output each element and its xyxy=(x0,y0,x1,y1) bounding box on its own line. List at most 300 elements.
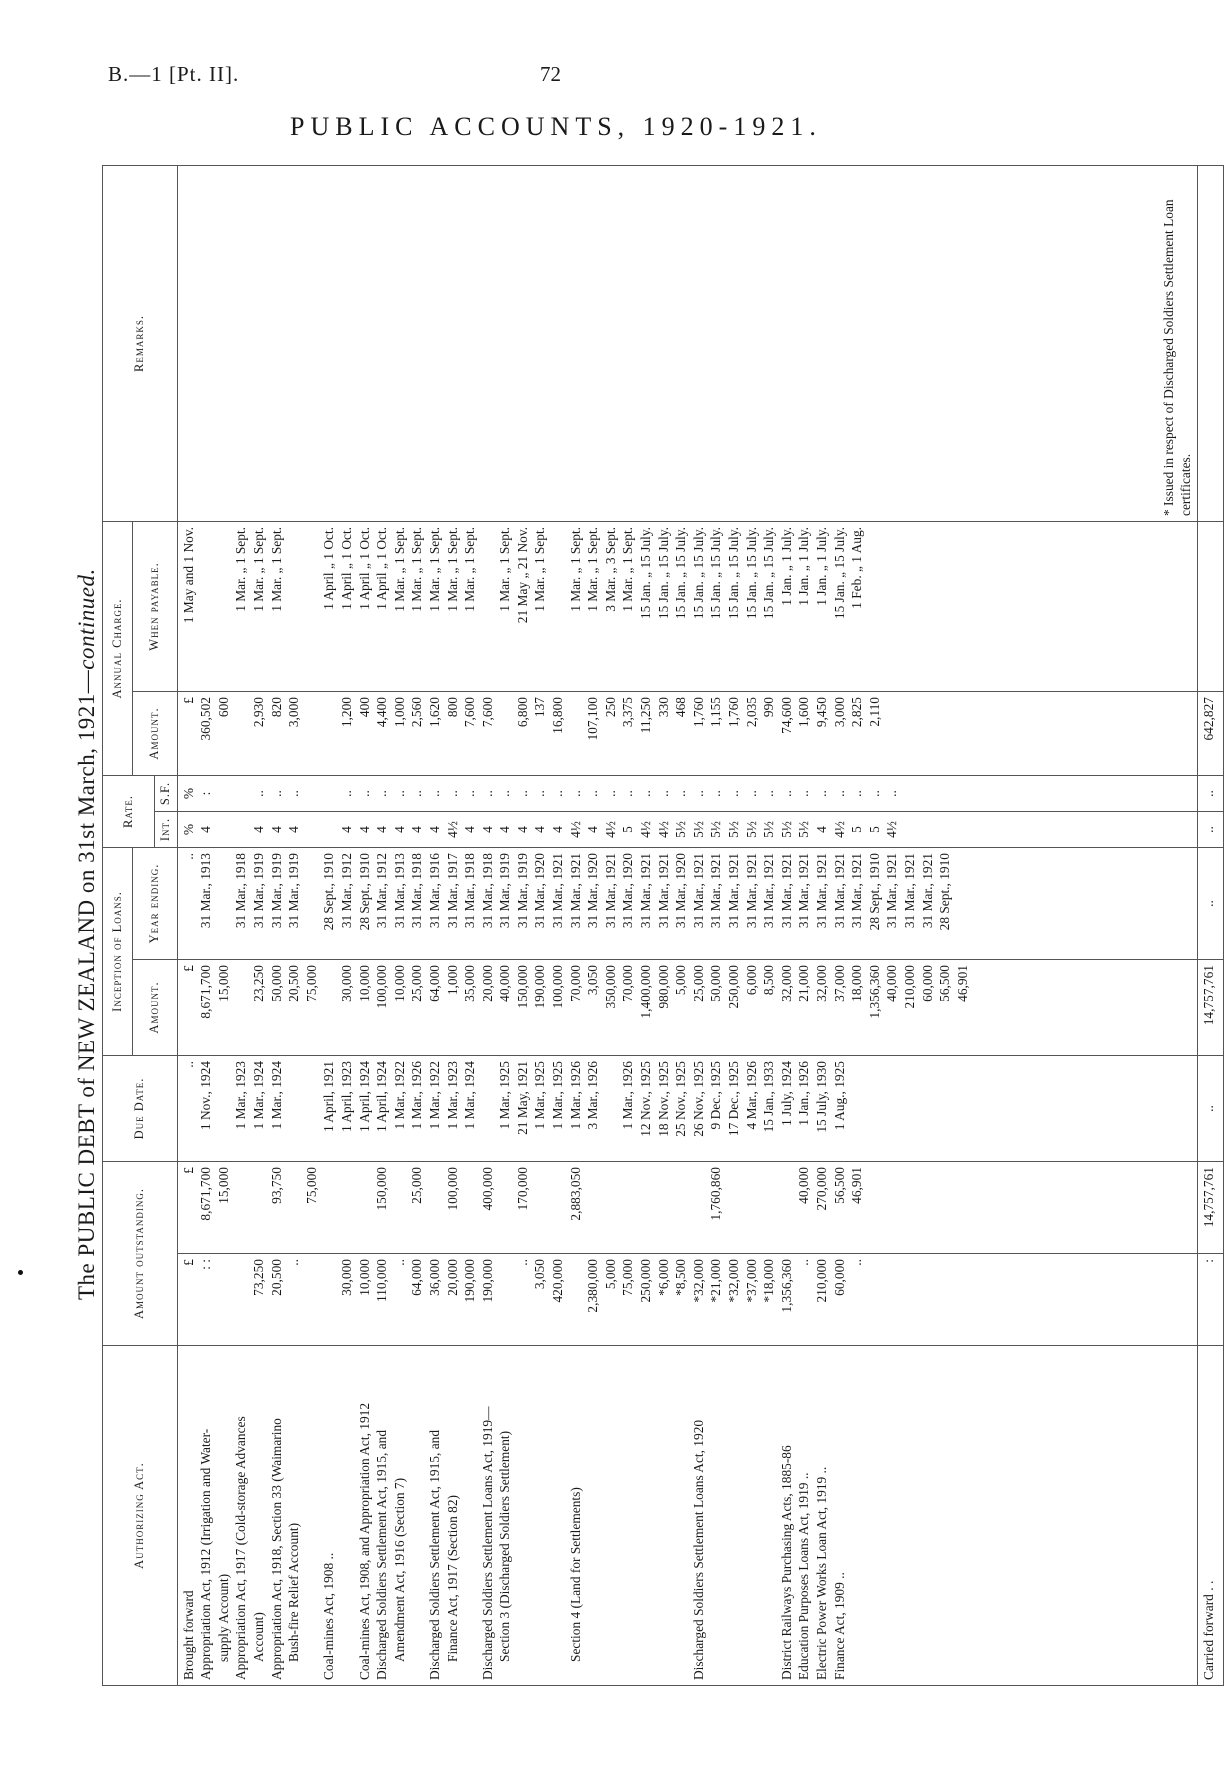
outstanding-b-36: 56,500 xyxy=(831,1167,847,1204)
inception-amount-28: 25,000 xyxy=(690,965,706,1002)
outstanding-b-10: 150,000 xyxy=(374,1167,390,1211)
rate-sf-36: .. xyxy=(831,790,847,797)
year-ending-28: 31 Mar., 1920 xyxy=(673,853,689,929)
rate-int-39: 4½ xyxy=(884,821,900,838)
inception-amount-38: 1,356,360 xyxy=(866,965,882,1019)
inception-amount-37: 18,000 xyxy=(849,965,865,1002)
rate-sf-1 xyxy=(215,781,233,806)
year-ending-10: 28 Sept., 1910 xyxy=(356,853,372,931)
when-payable-19: 21 May „ 21 Nov. xyxy=(514,526,530,624)
annual-amount-36: 3,000 xyxy=(831,697,847,728)
when-payable-33: 15 Jan. „ 15 July. xyxy=(761,526,777,620)
rate-int-23: 4½ xyxy=(602,821,618,838)
outstanding-b-25 xyxy=(637,1167,655,1248)
annual-amount-5: 3,000 xyxy=(286,697,302,728)
year-ending-16: 31 Mar., 1918 xyxy=(462,853,478,929)
annual-amount-15: 7,600 xyxy=(462,697,478,728)
outstanding-b-8 xyxy=(338,1167,356,1248)
year-ending-6: 31 Mar., 1919 xyxy=(286,853,302,929)
outstanding-b-26 xyxy=(655,1167,673,1248)
year-ending-11: 31 Mar., 1912 xyxy=(374,853,390,929)
outstanding-b-0: 8,671,700 xyxy=(198,1167,214,1221)
rate-int-5: 4 xyxy=(286,826,302,833)
due-date-31: 17 Dec., 1925 xyxy=(726,1061,741,1137)
header-remarks: Remarks. xyxy=(103,165,178,521)
rate-sf-19: .. xyxy=(532,790,548,797)
act-line-21 xyxy=(549,1351,567,1680)
rate-sf-38: .. xyxy=(866,790,882,797)
when-payable-28: 15 Jan. „ 15 July. xyxy=(673,526,689,620)
outstanding-a-27: *8,500 xyxy=(673,1259,689,1296)
inception-amount-42: 56,500 xyxy=(937,965,953,1002)
year-ending-37: 31 Mar., 1921 xyxy=(831,853,847,929)
year-ending-13: 31 Mar., 1918 xyxy=(409,853,425,929)
column-outstanding-a xyxy=(177,1254,1197,1346)
annual-amount-37: 2,825 xyxy=(849,697,865,728)
rate-sf-5: .. xyxy=(286,790,302,797)
act-line-31 xyxy=(725,1351,743,1680)
outstanding-b-21: 2,883,050 xyxy=(567,1167,583,1221)
rate-sf-2 xyxy=(232,781,250,806)
inception-amount-32: 8,500 xyxy=(761,965,777,996)
footer-label-cell xyxy=(1197,1346,1223,1686)
act-line-13 xyxy=(408,1351,426,1680)
year-ending-15: 31 Mar., 1917 xyxy=(444,853,460,929)
outstanding-a-20: 420,000 xyxy=(550,1259,566,1303)
year-ending-2 xyxy=(215,853,233,954)
act-line-5: Appropriation Act, 1918, Section 33 (Waimarino xyxy=(268,1418,284,1680)
inception-amount-9: 10,000 xyxy=(356,965,372,1002)
inception-amount-24: 70,000 xyxy=(620,965,636,1002)
when-payable-12: 1 Mar. „ 1 Sept. xyxy=(391,526,407,612)
outstanding-a-11: .. xyxy=(391,1259,407,1266)
rate-int-24: 5 xyxy=(620,826,636,833)
outstanding-b-14: 100,000 xyxy=(444,1167,460,1211)
rate-int-35: 4 xyxy=(813,826,829,833)
annual-amount-21 xyxy=(567,697,585,770)
header-when-payable: When payable. xyxy=(133,521,178,691)
due-date-33: 15 Jan., 1933 xyxy=(761,1061,777,1133)
outstanding-b-35: 270,000 xyxy=(813,1167,829,1211)
rate-int-0: 4 xyxy=(198,826,214,833)
year-ending-30: 31 Mar., 1921 xyxy=(708,853,724,929)
outstanding-b-4: 93,750 xyxy=(268,1167,284,1204)
when-payable-9: 1 April „ 1 Oct. xyxy=(338,526,354,610)
year-ending-32: 31 Mar., 1921 xyxy=(743,853,759,929)
year-ending-3: 31 Mar., 1918 xyxy=(233,853,249,929)
when-payable-10: 1 April „ 1 Oct. xyxy=(356,526,372,610)
due-date-29: 26 Nov., 1925 xyxy=(690,1061,706,1137)
outstanding-a-13: 36,000 xyxy=(426,1259,442,1296)
year-ending-38: 31 Mar., 1921 xyxy=(849,853,865,929)
outstanding-a-24: 75,000 xyxy=(620,1259,636,1296)
act-line-4: Account) xyxy=(250,1612,266,1662)
when-payable-23: 1 Mar. „ 1 Sept. xyxy=(585,526,601,612)
act-line-25 xyxy=(619,1351,637,1680)
year-ending-9: 31 Mar., 1912 xyxy=(338,853,354,929)
rate-sf-39: .. xyxy=(884,790,900,797)
annual-amount-22: 107,100 xyxy=(585,697,601,741)
outstanding-a-23: 5,000 xyxy=(602,1259,618,1290)
when-payable-7 xyxy=(303,527,321,686)
year-ending-8: 28 Sept., 1910 xyxy=(321,853,337,931)
outstanding-a-4: 20,500 xyxy=(268,1259,284,1296)
year-ending-1: 31 Mar., 1913 xyxy=(198,853,214,929)
outstanding-b-5 xyxy=(285,1167,303,1248)
rate-sf-37: .. xyxy=(849,790,865,797)
annual-amount-13: 1,620 xyxy=(426,697,442,728)
rate-int-13: 4 xyxy=(426,826,442,833)
outstanding-a-36: 60,000 xyxy=(831,1259,847,1296)
due-date-14: 1 Mar., 1922 xyxy=(426,1061,442,1130)
column-outstanding-b xyxy=(177,1162,1197,1254)
rate-sf-13: .. xyxy=(426,790,442,797)
due-date-24 xyxy=(602,1061,620,1156)
rate-sf-32: .. xyxy=(761,790,777,797)
inception-amount-21: 70,000 xyxy=(567,965,583,1002)
inception-amount-34: 21,000 xyxy=(796,965,812,1002)
inception-amount-43: 46,901 xyxy=(954,965,970,1002)
rate-int-29: 5½ xyxy=(708,821,724,838)
rate-int-17: 4 xyxy=(497,826,513,833)
due-date-15: 1 Mar., 1923 xyxy=(444,1061,460,1130)
annual-amount-9: 400 xyxy=(356,697,372,718)
rate-sf-33: .. xyxy=(778,790,794,797)
act-line-15: Finance Act, 1917 (Section 82) xyxy=(444,1495,460,1662)
act-line-32 xyxy=(743,1351,761,1680)
rate-sf-24: .. xyxy=(620,790,636,797)
outstanding-b-37: 46,901 xyxy=(849,1167,865,1204)
when-payable-3: 1 Mar. „ 1 Sept. xyxy=(233,526,249,612)
inception-amount-12: 25,000 xyxy=(409,965,425,1002)
page-number: 72 xyxy=(540,62,561,86)
footer-int: .. xyxy=(1197,812,1223,848)
rate-int-14: 4½ xyxy=(444,821,460,838)
outstanding-b-13 xyxy=(426,1167,444,1248)
inception-amount-20: 100,000 xyxy=(550,965,566,1009)
due-date-34: 1 July, 1924 xyxy=(778,1061,794,1126)
outstanding-b-24 xyxy=(619,1167,637,1248)
when-payable-32: 15 Jan. „ 15 July. xyxy=(743,526,759,620)
rate-sf-21: .. xyxy=(567,790,583,797)
outstanding-a-34: .. xyxy=(796,1259,812,1266)
inception-amount-3: 23,250 xyxy=(250,965,266,1002)
rate-sf-30: .. xyxy=(726,790,741,797)
due-date-20: 1 Mar., 1925 xyxy=(532,1061,548,1130)
footer-when xyxy=(1197,521,1223,691)
when-payable-26: 15 Jan. „ 15 July. xyxy=(638,526,654,620)
outstanding-a-16: 190,000 xyxy=(479,1259,495,1303)
when-payable-0: 1 May and 1 Nov. xyxy=(180,526,196,624)
inception-amount-7 xyxy=(320,965,338,1050)
act-line-36: Electric Power Works Loan Act, 1919 .. xyxy=(813,1466,829,1680)
annual-amount-24: 3,375 xyxy=(620,697,636,728)
due-date-37: 1 Aug., 1925 xyxy=(831,1061,847,1131)
column-authorizing-act xyxy=(177,1346,1197,1686)
rate-sf-27: .. xyxy=(673,790,689,797)
act-line-24 xyxy=(602,1351,620,1680)
rate-int-38: 5 xyxy=(866,826,882,833)
outstanding-b-31 xyxy=(743,1167,761,1248)
act-line-10: Coal-mines Act, 1908, and Appropriation Act, 1912 xyxy=(356,1402,372,1680)
act-line-29: Discharged Soldiers Settlement Loans Act, 1920 xyxy=(690,1419,706,1680)
header-amount-outstanding: Amount outstanding. xyxy=(103,1162,178,1346)
header-rate-int: Int. xyxy=(155,812,178,848)
inception-amount-25: 1,400,000 xyxy=(638,965,654,1019)
rate-sf-28: .. xyxy=(690,790,706,797)
outstanding-a-1 xyxy=(215,1259,233,1340)
annual-amount-17 xyxy=(496,697,514,770)
year-ending-29: 31 Mar., 1921 xyxy=(690,853,706,929)
column-rate-int xyxy=(177,812,1197,848)
annual-amount-20: 16,800 xyxy=(550,697,566,734)
inception-amount-22: 3,050 xyxy=(585,965,601,996)
outstanding-a-30: *32,000 xyxy=(726,1259,741,1303)
rate-sf-11: .. xyxy=(391,790,407,797)
header-annual-amount: Amount. xyxy=(133,692,178,776)
year-ending-14: 31 Mar., 1916 xyxy=(426,853,442,929)
act-line-18: Section 3 (Discharged Soldiers Settlement) xyxy=(497,1430,513,1662)
rate-int-30: 5½ xyxy=(726,821,741,838)
header-year-ending: Year ending. xyxy=(133,848,178,960)
rate-int-6 xyxy=(303,817,321,842)
outstanding-b-2 xyxy=(232,1167,250,1248)
outstanding-a-2 xyxy=(232,1259,250,1340)
rate-sf-35: .. xyxy=(813,790,829,797)
rate-int-21: 4½ xyxy=(567,821,583,838)
when-payable-2 xyxy=(215,527,233,686)
due-date-25: 1 Mar., 1926 xyxy=(620,1061,636,1130)
inception-amount-17: 40,000 xyxy=(497,965,513,1002)
annual-amount-18: 6,800 xyxy=(514,697,530,728)
outstanding-a-19: 3,050 xyxy=(532,1259,548,1290)
rate-int-34: 5½ xyxy=(796,821,812,838)
rate-int-10: 4 xyxy=(374,826,390,833)
rate-sf-16: .. xyxy=(479,790,495,797)
inception-amount-14: 1,000 xyxy=(444,965,460,996)
year-ending-40: 31 Mar., 1921 xyxy=(884,853,900,929)
rate-sf-17: .. xyxy=(497,790,513,797)
rate-sf-9: .. xyxy=(356,790,372,797)
annual-amount-38: 2,110 xyxy=(866,697,882,727)
table-title-continued: continued. xyxy=(74,568,99,670)
inception-amount-1: 15,000 xyxy=(215,965,231,1002)
rate-sf-0: : xyxy=(198,791,214,796)
when-payable-13: 1 Mar. „ 1 Sept. xyxy=(409,526,425,612)
rate-int-7 xyxy=(320,817,338,842)
rate-sf-6 xyxy=(303,781,321,806)
rate-sf-12: .. xyxy=(409,790,425,797)
year-ending-5: 31 Mar., 1919 xyxy=(268,853,284,929)
when-payable-18: 1 Mar. „ 1 Sept. xyxy=(497,526,513,612)
due-date-9: 1 April, 1923 xyxy=(338,1061,354,1133)
rate-int-8: 4 xyxy=(338,826,354,833)
rate-sf-22: .. xyxy=(585,790,601,797)
due-date-12: 1 Mar., 1922 xyxy=(391,1061,407,1130)
year-ending-26: 31 Mar., 1921 xyxy=(638,853,654,929)
inception-amount-39: 40,000 xyxy=(884,965,900,1002)
debt-table-rotated xyxy=(102,166,1216,1686)
due-date-21: 1 Mar., 1925 xyxy=(550,1061,566,1130)
footer-dots: . . xyxy=(1200,1580,1216,1591)
due-date-6 xyxy=(285,1061,303,1156)
year-ending-22: 31 Mar., 1921 xyxy=(567,853,583,929)
when-payable-21 xyxy=(549,527,567,686)
inception-amount-23: 350,000 xyxy=(602,965,618,1009)
inception-amount-27: 5,000 xyxy=(673,965,689,996)
inception-amount-8: 30,000 xyxy=(338,965,354,1002)
inception-amount-5: 20,500 xyxy=(286,965,302,1002)
table-title xyxy=(74,568,100,1300)
inception-amount-11: 10,000 xyxy=(391,965,407,1002)
rate-int-3: 4 xyxy=(250,826,266,833)
rate-int-26: 4½ xyxy=(655,821,671,838)
rate-sf-26: .. xyxy=(655,790,671,797)
due-date-1: 1 Nov., 1924 xyxy=(198,1061,214,1131)
due-date-32: 4 Mar., 1926 xyxy=(743,1061,759,1130)
outstanding-a-unit: £ xyxy=(180,1259,196,1266)
annual-amount-6 xyxy=(303,697,321,770)
annual-amount-29: 1,155 xyxy=(708,697,724,728)
outstanding-a-31: *37,000 xyxy=(743,1259,759,1303)
rate-int-unit: % xyxy=(180,823,196,836)
due-date-2 xyxy=(215,1061,233,1156)
outstanding-a-28: *32,000 xyxy=(690,1259,706,1303)
outstanding-b-1: 15,000 xyxy=(215,1167,231,1204)
act-line-14: Discharged Soldiers Settlement Act, 1915, and xyxy=(426,1429,442,1680)
inception-amount-41: 60,000 xyxy=(919,965,935,1002)
annual-amount-32: 990 xyxy=(761,697,777,718)
outstanding-a-14: 20,000 xyxy=(444,1259,460,1296)
annual-amount-28: 1,760 xyxy=(690,697,706,728)
annual-amount-26: 330 xyxy=(655,697,671,718)
outstanding-a-7 xyxy=(320,1259,338,1340)
when-payable-11: 1 April „ 1 Oct. xyxy=(374,526,390,610)
act-line-9 xyxy=(338,1351,356,1680)
annual-amount-16: 7,600 xyxy=(479,697,495,728)
when-payable-15: 1 Mar. „ 1 Sept. xyxy=(444,526,460,612)
year-ending-7 xyxy=(303,853,321,954)
due-date-4: 1 Mar., 1924 xyxy=(250,1061,266,1130)
inception-amount-4: 50,000 xyxy=(268,965,284,1002)
due-date-22: 1 Mar., 1926 xyxy=(567,1061,583,1130)
header-rate-sf: S.F. xyxy=(155,776,178,812)
outstanding-a-3: 73,250 xyxy=(250,1259,266,1296)
outstanding-b-15 xyxy=(461,1167,479,1248)
outstanding-b-6: 75,000 xyxy=(303,1167,319,1204)
when-payable-25: 1 Mar. „ 1 Sept. xyxy=(620,526,636,612)
rate-sf-3: .. xyxy=(250,790,266,797)
inception-amount-13: 64,000 xyxy=(426,965,442,1002)
annual-amount-8: 1,200 xyxy=(338,697,354,728)
document-reference: B.—1 [Pt. II]. xyxy=(108,62,240,86)
rate-int-37: 5 xyxy=(849,826,865,833)
due-date-5: 1 Mar., 1924 xyxy=(268,1061,284,1130)
footer-annual-amount: 642,827 xyxy=(1197,692,1223,776)
outstanding-b-32 xyxy=(760,1167,778,1248)
year-ending-19: 31 Mar., 1919 xyxy=(514,853,530,929)
year-ending-0: .. xyxy=(180,853,196,860)
due-date-23: 3 Mar., 1926 xyxy=(585,1061,601,1130)
inception-amount-19: 190,000 xyxy=(532,965,548,1009)
footer-sf: .. xyxy=(1197,776,1223,812)
due-date-8: 1 April, 1921 xyxy=(321,1061,337,1133)
header-due-date: Due Date. xyxy=(103,1056,178,1162)
year-ending-43: 28 Sept., 1910 xyxy=(937,853,953,931)
rate-int-4: 4 xyxy=(268,826,284,833)
year-ending-24: 31 Mar., 1921 xyxy=(602,853,618,929)
rate-int-32: 5½ xyxy=(761,821,777,838)
inception-amount-26: 980,000 xyxy=(655,965,671,1009)
column-due-date xyxy=(177,1056,1197,1162)
outstanding-b-29: 1,760,860 xyxy=(708,1167,724,1221)
outstanding-b-18: 170,000 xyxy=(514,1167,530,1211)
act-line-23 xyxy=(584,1351,602,1680)
outstanding-b-11 xyxy=(391,1167,409,1248)
debt-table xyxy=(102,165,1224,1686)
act-line-6: Bush-fire Relief Account) xyxy=(286,1522,302,1662)
rate-int-25: 4½ xyxy=(638,821,654,838)
rate-int-16: 4 xyxy=(479,826,495,833)
outstanding-a-0: : : xyxy=(198,1259,214,1270)
year-ending-34: 31 Mar., 1921 xyxy=(778,853,794,929)
due-date-27: 18 Nov., 1925 xyxy=(655,1061,671,1137)
due-date-28: 25 Nov., 1925 xyxy=(673,1061,689,1137)
outstanding-b-19 xyxy=(531,1167,549,1248)
act-line-28 xyxy=(672,1351,690,1680)
rate-sf-23: .. xyxy=(602,790,618,797)
outstanding-a-21 xyxy=(567,1259,585,1340)
outstanding-a-12: 64,000 xyxy=(409,1259,425,1296)
when-payable-16: 1 Mar. „ 1 Sept. xyxy=(462,526,478,612)
act-line-2: supply Account) xyxy=(215,1573,231,1662)
rate-int-12: 4 xyxy=(409,826,425,833)
outstanding-a-25: 250,000 xyxy=(638,1259,654,1303)
when-payable-30: 15 Jan. „ 15 July. xyxy=(708,526,724,620)
rate-int-9: 4 xyxy=(356,826,372,833)
footer-outstanding: 14,757,761 xyxy=(1197,1162,1223,1254)
footer-outstanding-a: : xyxy=(1197,1254,1223,1346)
due-date-35: 1 Jan., 1926 xyxy=(796,1061,812,1126)
inception-amount-16: 20,000 xyxy=(479,965,495,1002)
year-ending-33: 31 Mar., 1921 xyxy=(761,853,777,929)
annual-amount-33: 74,600 xyxy=(778,697,794,734)
act-line-16 xyxy=(461,1351,479,1680)
outstanding-b-34: 40,000 xyxy=(796,1167,812,1204)
act-line-11: Discharged Soldiers Settlement Act, 1915, and xyxy=(374,1429,390,1680)
when-payable-38: 1 Feb. „ 1 Aug. xyxy=(849,526,865,609)
due-date-13: 1 Mar., 1926 xyxy=(409,1061,425,1130)
rate-int-27: 5½ xyxy=(673,821,689,838)
outstanding-b-unit: £ xyxy=(180,1167,196,1174)
outstanding-a-8: 30,000 xyxy=(338,1259,354,1296)
outstanding-b-9 xyxy=(356,1167,374,1248)
rate-int-2 xyxy=(232,817,250,842)
header-annual-charge: Annual Charge. xyxy=(103,521,133,775)
year-ending-36: 31 Mar., 1921 xyxy=(813,853,829,929)
annual-amount-3: 2,930 xyxy=(250,697,266,728)
act-line-26 xyxy=(637,1351,655,1680)
outstanding-b-33 xyxy=(778,1167,796,1248)
act-line-22: Section 4 (Land for Settlements) xyxy=(567,1487,583,1662)
rate-int-18: 4 xyxy=(514,826,530,833)
rate-int-1 xyxy=(215,817,233,842)
rate-sf-29: .. xyxy=(708,790,724,797)
header-authorizing-act: Authorizing Act. xyxy=(103,1346,178,1686)
inception-amount-15: 35,000 xyxy=(462,965,478,1002)
outstanding-a-29: *21,000 xyxy=(708,1259,724,1303)
page-title: PUBLIC ACCOUNTS, 1920-1921. xyxy=(290,112,822,141)
